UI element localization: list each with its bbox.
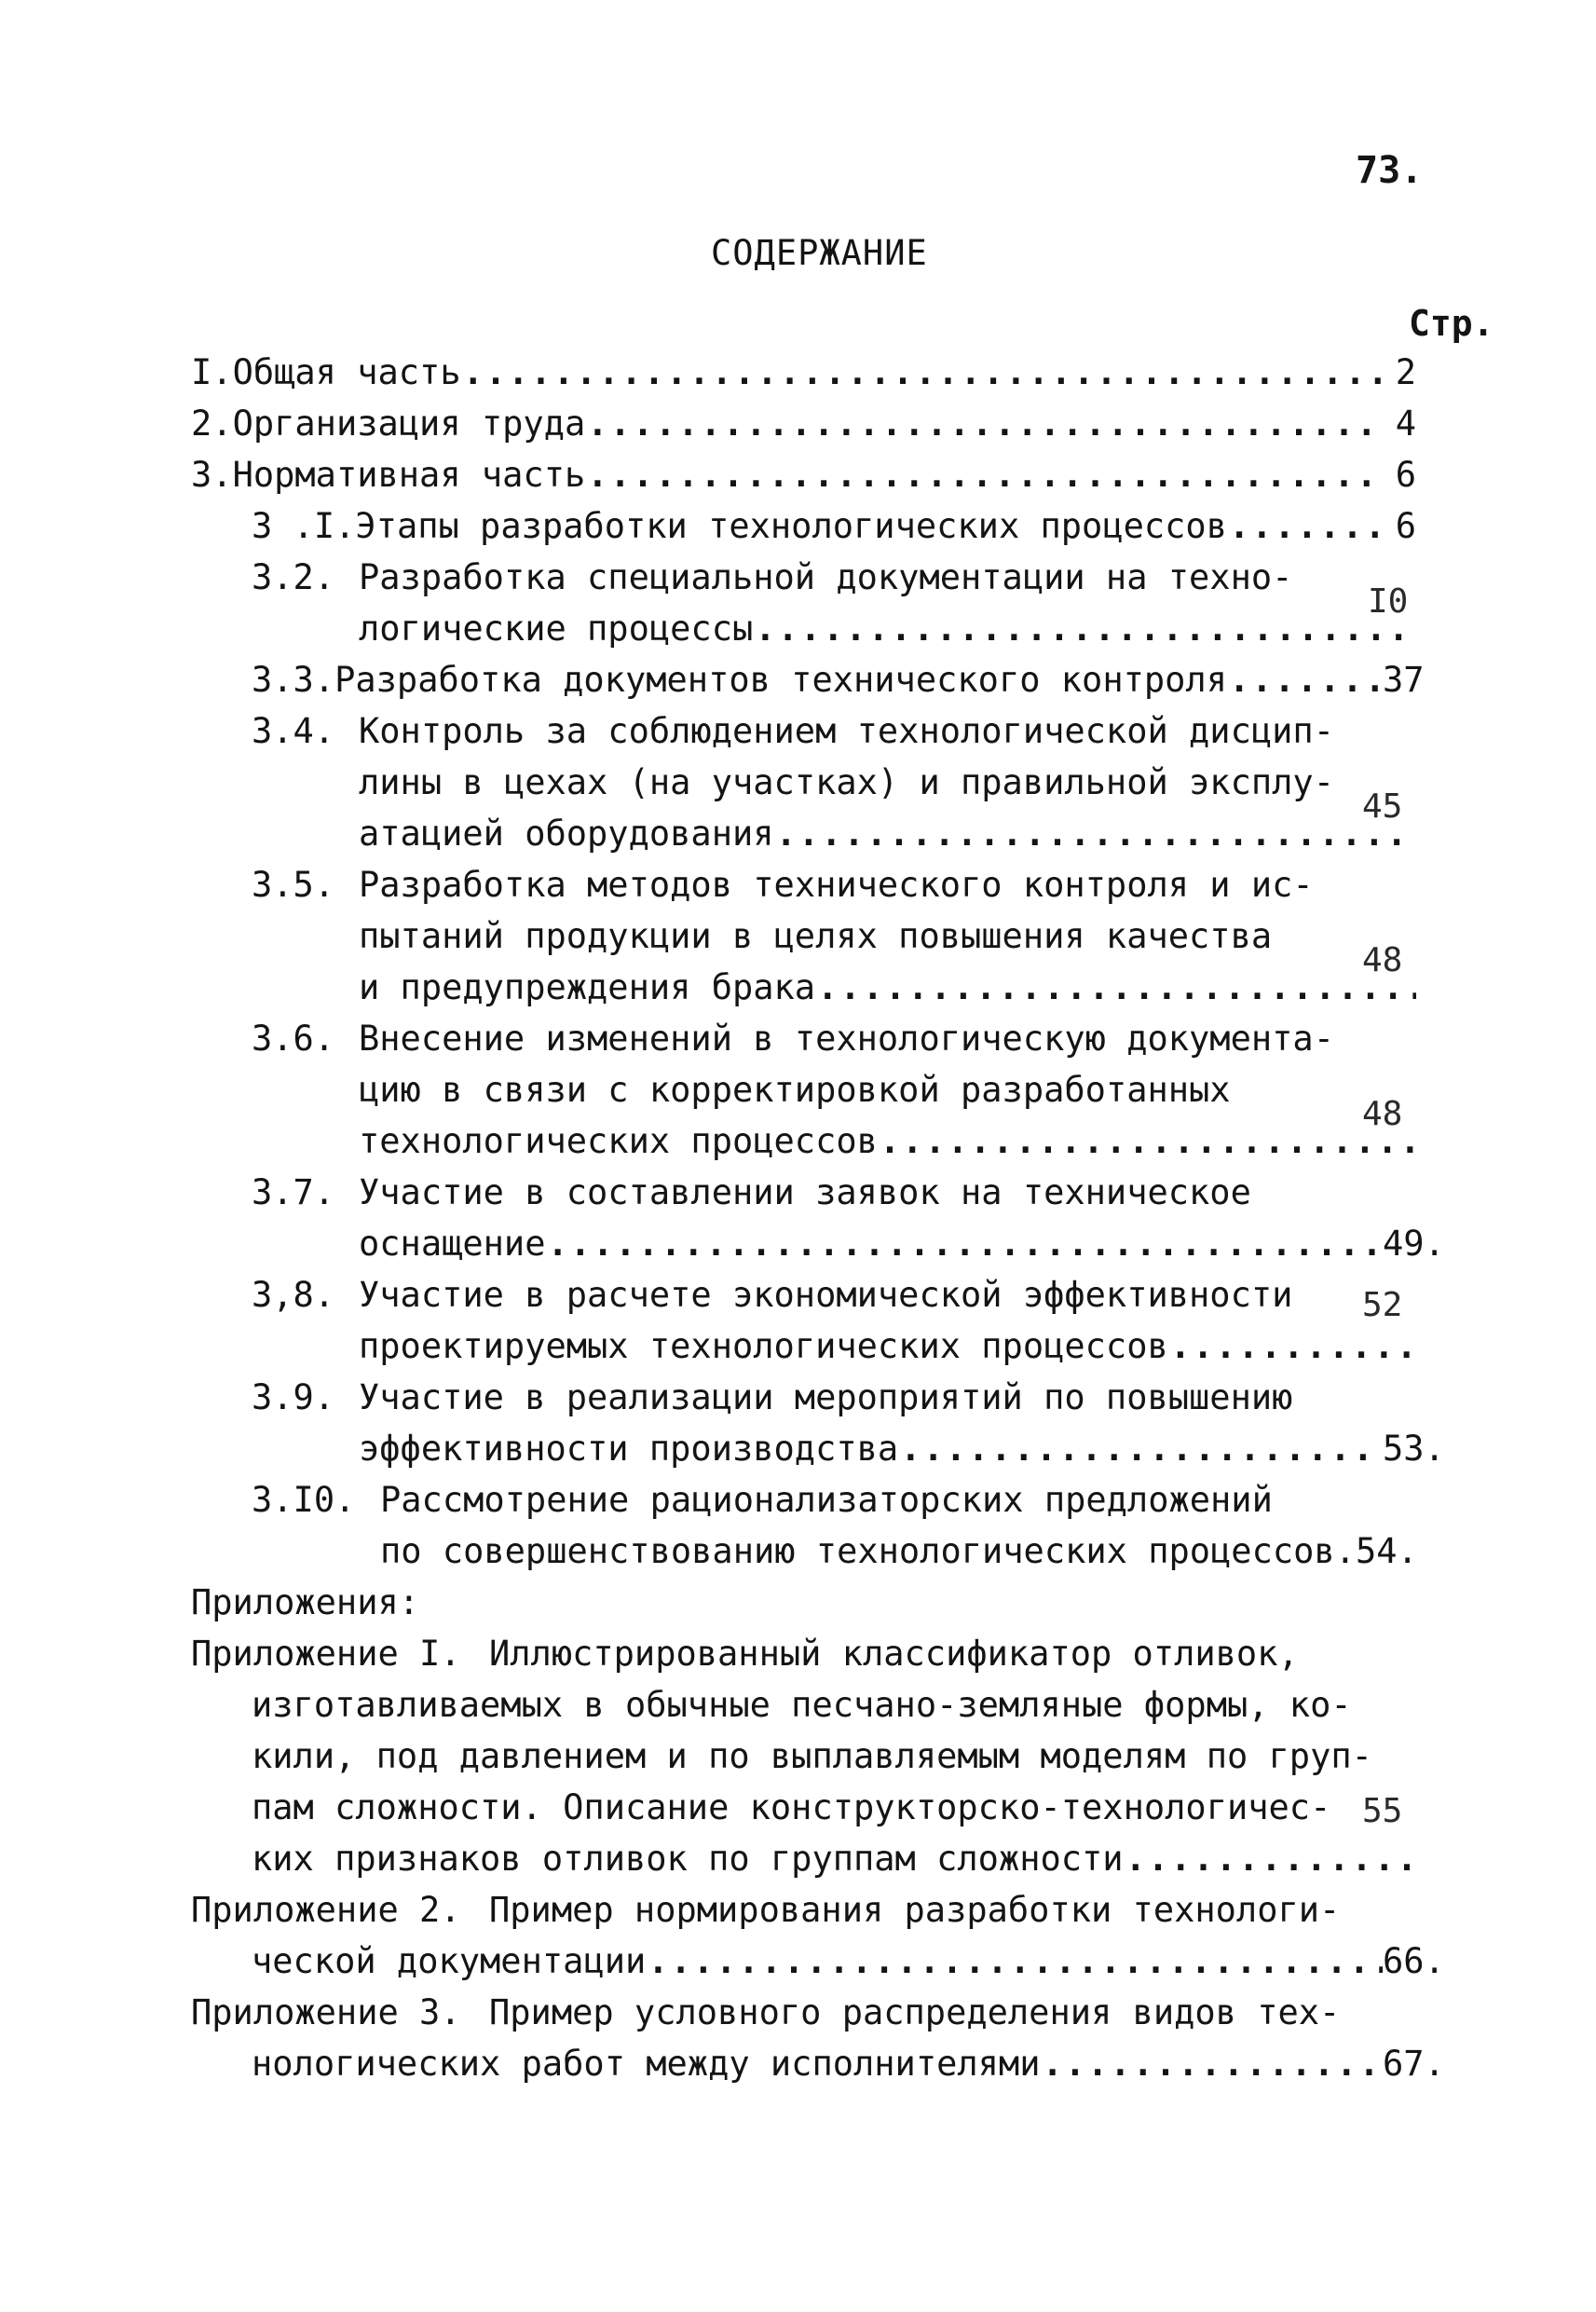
toc-page: 6 <box>1395 506 1416 546</box>
leader-dots <box>648 1941 1383 1981</box>
appendix-title-line: Иллюстрированный классификатор отливок, <box>489 1634 1299 1674</box>
toc-entry-3-3 <box>252 660 1425 705</box>
appendix-label: Приложение 3. <box>191 1992 461 2032</box>
appendix-page: 67. <box>1383 2044 1445 2084</box>
toc-title-line: эффективности производства <box>359 1429 899 1469</box>
toc-title: Общая часть <box>232 352 461 392</box>
toc-title-line: Участие в реализации мероприятий по повышению <box>359 1377 1293 1417</box>
toc-number: 3.6. <box>252 1019 335 1059</box>
appendix-title-line: кили, под давлением и по выплавляемым моделям по груп- <box>252 1736 1372 1776</box>
toc-title-line: цию в связи с корректировкой разработанных <box>359 1070 1231 1110</box>
toc-last-line <box>359 1224 1445 1268</box>
toc-title-line: по совершенствованию технологических процессов. <box>380 1531 1356 1571</box>
toc-title-line: Разработка специальной документации на техно- <box>359 557 1293 597</box>
toc-last-line <box>252 1941 1445 1986</box>
toc-title-line: оснащение <box>359 1224 546 1264</box>
toc-title-line: Рассмотрение рационализаторских предложений <box>380 1480 1273 1520</box>
toc-title-line: Контроль за соблюдением технологической дисцип- <box>359 711 1334 751</box>
toc-page: 2 <box>1395 352 1416 392</box>
toc-number: 3.I0. <box>252 1480 356 1520</box>
appendix-title-line: ческой документации <box>252 1941 647 1981</box>
toc-entry-1 <box>191 352 1416 397</box>
toc-last-line <box>359 609 1416 653</box>
leader-dots <box>1125 1839 1416 1879</box>
appendix-label: Приложение 2. <box>191 1890 461 1930</box>
toc-title-line: и предупреждения брака <box>359 967 816 1007</box>
toc-page: 45 <box>1362 787 1403 826</box>
appendix-title-line: ких признаков отливок по группам сложности <box>252 1839 1124 1879</box>
toc-title-line: проектируемых технологических процессов <box>359 1326 1168 1366</box>
toc-number: 3.4. <box>252 711 335 751</box>
toc-number: 2. <box>191 404 233 444</box>
toc-page: 52 <box>1362 1286 1403 1324</box>
appendix-title-line: Пример нормирования разработки технологи- <box>489 1890 1341 1930</box>
page-title: СОДЕРЖАНИЕ <box>711 233 928 273</box>
toc-page: 53. <box>1383 1429 1445 1469</box>
appendix-page: 55 <box>1362 1792 1403 1830</box>
appendix-title-line: изготавливаемых в обычные песчано-земляные формы, ко- <box>252 1685 1352 1725</box>
toc-title-line: логические процессы <box>359 609 754 649</box>
leader-dots <box>587 404 1383 444</box>
toc-last-line <box>252 2044 1445 2088</box>
toc-number: 3.7. <box>252 1172 335 1212</box>
leader-dots <box>463 352 1383 392</box>
toc-page: 49. <box>1383 1224 1445 1264</box>
leader-dots <box>1229 660 1383 700</box>
toc-page: 4 <box>1395 404 1416 444</box>
page-number: 73. <box>1356 149 1424 192</box>
toc-page: 6 <box>1395 455 1416 495</box>
toc-last-line <box>252 1839 1416 1883</box>
toc-number: 3. <box>191 455 233 495</box>
toc-entry-2 <box>191 404 1416 448</box>
toc-number: 3,8. <box>252 1275 335 1315</box>
toc-title: Этапы разработки технологических процессов <box>355 506 1227 546</box>
toc-last-line <box>359 1121 1416 1166</box>
leader-dots <box>755 609 1416 649</box>
appendix-label: Приложение I. <box>191 1634 461 1674</box>
leader-dots <box>547 1224 1383 1264</box>
toc-title-line: Разработка методов технического контроля и ис- <box>359 865 1314 905</box>
appendix-page: 66. <box>1383 1941 1445 1981</box>
toc-title-line: Внесение изменений в технологическую документа- <box>359 1019 1334 1059</box>
toc-number: 3.5. <box>252 865 335 905</box>
leader-dots <box>1042 2044 1383 2084</box>
toc-page: I0 <box>1368 582 1409 621</box>
toc-entry-3 <box>191 455 1416 499</box>
leader-dots <box>587 455 1383 495</box>
toc-number: 3.9. <box>252 1377 335 1417</box>
leader-dots <box>900 1429 1383 1469</box>
toc-last-line <box>359 1429 1445 1473</box>
toc-title-line: Участие в расчете экономической эффективности <box>359 1275 1293 1315</box>
toc-title: Нормативная часть <box>232 455 586 495</box>
leader-dots <box>817 967 1416 1007</box>
toc-title-line: атацией оборудования <box>359 814 774 854</box>
toc-page: 54. <box>1355 1531 1418 1571</box>
toc-title: Разработка документов технического контроля <box>334 660 1227 700</box>
toc-number: I. <box>191 352 233 392</box>
leader-dots <box>880 1121 1416 1161</box>
toc-title: Организация труда <box>232 404 586 444</box>
toc-entry-3-1 <box>252 506 1416 551</box>
toc-title-line: Участие в составлении заявок на техническое <box>359 1172 1251 1212</box>
leader-dots <box>776 814 1416 854</box>
toc-title-line: лины в цехах (на участках) и правильной эксплу- <box>359 762 1334 802</box>
toc-last-line <box>359 1326 1416 1371</box>
toc-page: 48 <box>1362 941 1403 979</box>
toc-number: 3.3. <box>252 660 335 700</box>
toc-title-line: технологических процессов <box>359 1121 878 1161</box>
leader-dots <box>1229 506 1383 546</box>
page-column-label: Стр. <box>1409 303 1494 344</box>
toc-title-line: пытаний продукции в целях повышения качества <box>359 916 1273 956</box>
toc-page: 37 <box>1383 660 1425 700</box>
toc-page: 48 <box>1362 1095 1403 1133</box>
leader-dots <box>1170 1326 1416 1366</box>
toc-number: 3 .I. <box>252 506 356 546</box>
appendices-heading: Приложения: <box>191 1582 420 1622</box>
appendix-title-line: пам сложности. Описание конструкторско-технологичес- <box>252 1787 1331 1827</box>
toc-number: 3.2. <box>252 557 335 597</box>
toc-last-line <box>380 1531 1416 1576</box>
toc-last-line <box>359 967 1416 1012</box>
toc-last-line <box>359 814 1416 858</box>
appendix-title-line: нологических работ между исполнителями <box>252 2044 1041 2084</box>
appendix-title-line: Пример условного распределения видов тех- <box>489 1992 1341 2032</box>
